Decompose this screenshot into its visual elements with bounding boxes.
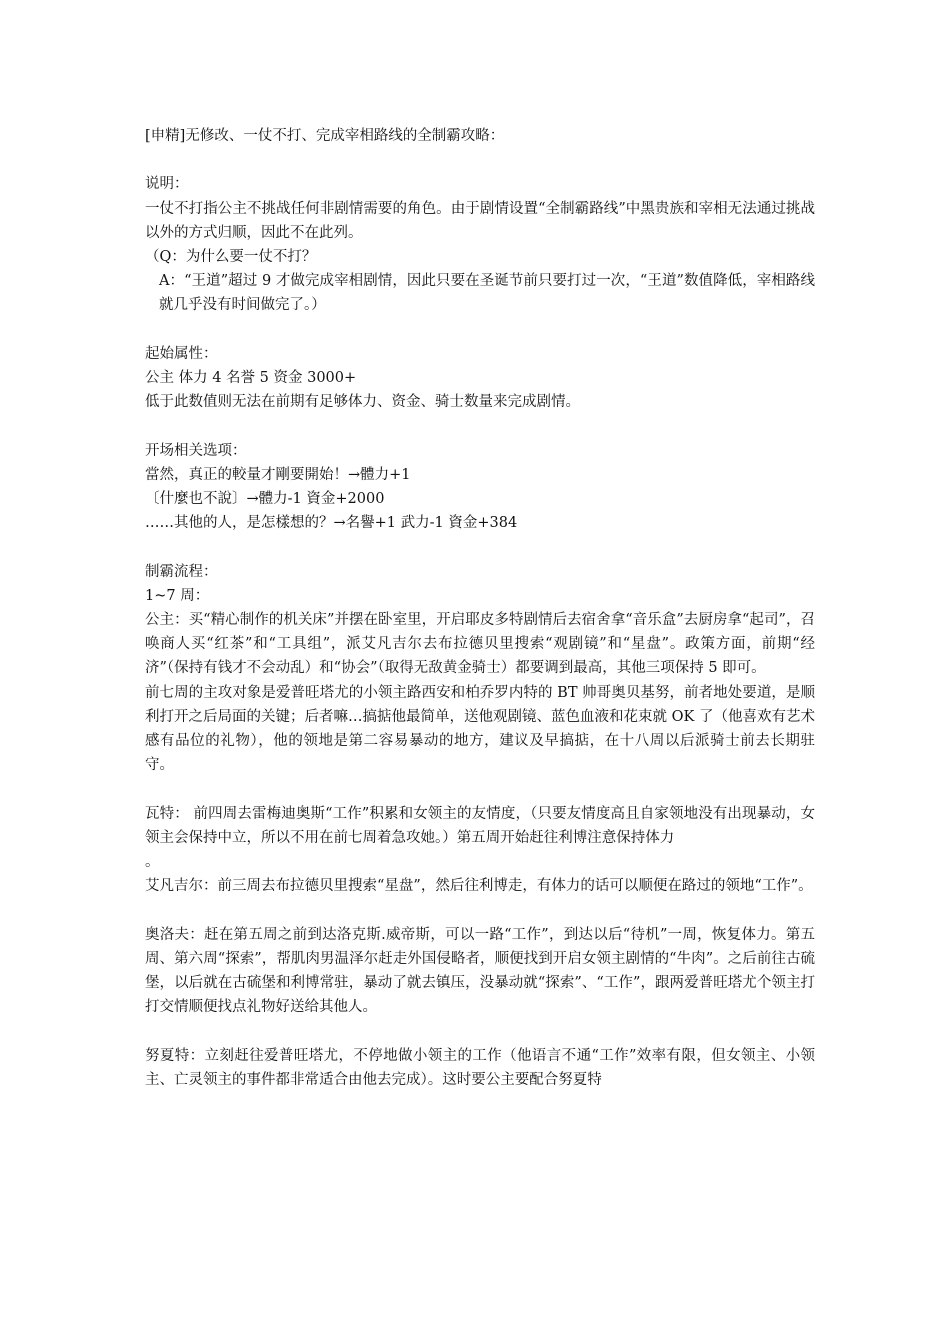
- flow-olaf-paragraph: 奥洛夫：赶在第五周之前到达洛克斯.威帝斯，可以一路“工作”，到达以后“待机”一周，恢复体力。第五周、第六周“探索”，帮肌肉男温泽尔赶走外国侵略者，顺便找到开启女领主剧情的“牛肉”。之后前往古硫堡，以后就在古硫堡和利博常驻，暴动了就去镇压，没暴动就“探索”、“工作”，跟两爱普旺塔尤个领主打打交情顺便找点礼物好送给其他人。: [145, 926, 815, 1016]
- document-body: [145, 124, 815, 1092]
- blank-line: [145, 777, 815, 801]
- attributes-heading: 起始属性：: [145, 345, 218, 362]
- flow-nuxia-paragraph: 努夏特：立刻赶往爱普旺塔尤，不停地做小领主的工作（他语言不通“工作”效率有限，但女领主、小领主、亡灵领主的事件都非常适合由他去完成）。这时要公主要配合努夏特: [145, 1047, 815, 1088]
- flow-watt-period: 。: [145, 854, 160, 871]
- blank-line: [145, 898, 815, 922]
- attributes-stats: 公主 体力 4 名誉 5 资金 3000+: [145, 370, 357, 386]
- flow-watt-paragraph: 瓦特： 前四周去雷梅迪奥斯“工作”积累和女领主的友情度，（只要友情度高且自家领地没有出现暴动，女领主会保持中立，所以不用在前七周着急攻她。）第五周开始赶往利博注意保持体力: [145, 805, 815, 846]
- intro-answer: A：“王道”超过 9 才做完成宰相剧情，因此只要在圣诞节前只要打过一次，“王道”数值降低，宰相路线就几乎没有时间做完了。）: [159, 273, 815, 314]
- opening-option: 當然，真正的較量才剛要開始！→體力+1: [145, 466, 411, 483]
- intro-paragraph: 一仗不打指公主不挑战任何非剧情需要的角色。由于剧情设置“全制霸路线”中黑贵族和宰相无法通过挑战以外的方式归顺，因此不在此列。: [145, 200, 815, 241]
- blank-line: [145, 414, 815, 438]
- blank-line: [145, 535, 815, 559]
- attributes-note: 低于此数值则无法在前期有足够体力、资金、骑士数量来完成剧情。: [145, 394, 580, 411]
- document-title: [申精]无修改、一仗不打、完成宰相路线的全制霸攻略：: [145, 128, 505, 144]
- intro-question: （Q：为什么要一仗不打？: [145, 249, 317, 265]
- flow-evangel-paragraph: 艾凡吉尔：前三周去布拉德贝里搜索“星盘”，然后往利博走，有体力的话可以顺便在路过的领地“工作”。: [145, 878, 813, 895]
- opening-option: ……其他的人，是怎樣想的？→名譽+1 武力-1 資金+384: [145, 515, 518, 532]
- flow-heading: 制霸流程：: [145, 563, 218, 580]
- flow-period: 1~7 周：: [145, 587, 210, 604]
- opening-option: 〔什麼也不說〕→體力-1 資金+2000: [145, 491, 385, 507]
- flow-targets-paragraph: 前七周的主攻对象是爱普旺塔尤的小领主路西安和柏乔罗内特的 BT 帅哥奥贝基努，前者地处要道，是顺利打开之后局面的关键；后者嘛…搞掂他最简单，送他观剧镜、蓝色血液和花束就 OK 了（他喜欢有艺术感有品位的礼物），他的领地是第二容易暴动的地方，建议及早搞掂，在十八周以后派骑士前去长期驻守。: [145, 684, 815, 774]
- opening-heading: 开场相关选项：: [145, 442, 247, 459]
- blank-line: [145, 1019, 815, 1043]
- flow-princess-paragraph: 公主：买“精心制作的机关床”并摆在卧室里，开启耶皮多特剧情后去宿舍拿“音乐盒”去厨房拿“起司”，召唤商人买“红茶”和“工具组”，派艾凡吉尔去布拉德贝里搜索“观剧镜”和“星盘”。政策方面，前期“经济”（保持有钱才不会动乱）和“协会”（取得无敌黄金骑士）都要调到最高，其他三项保持 5 即可。: [145, 612, 815, 677]
- blank-line: [145, 318, 815, 342]
- intro-heading: 说明：: [145, 176, 189, 193]
- blank-line: [145, 148, 815, 172]
